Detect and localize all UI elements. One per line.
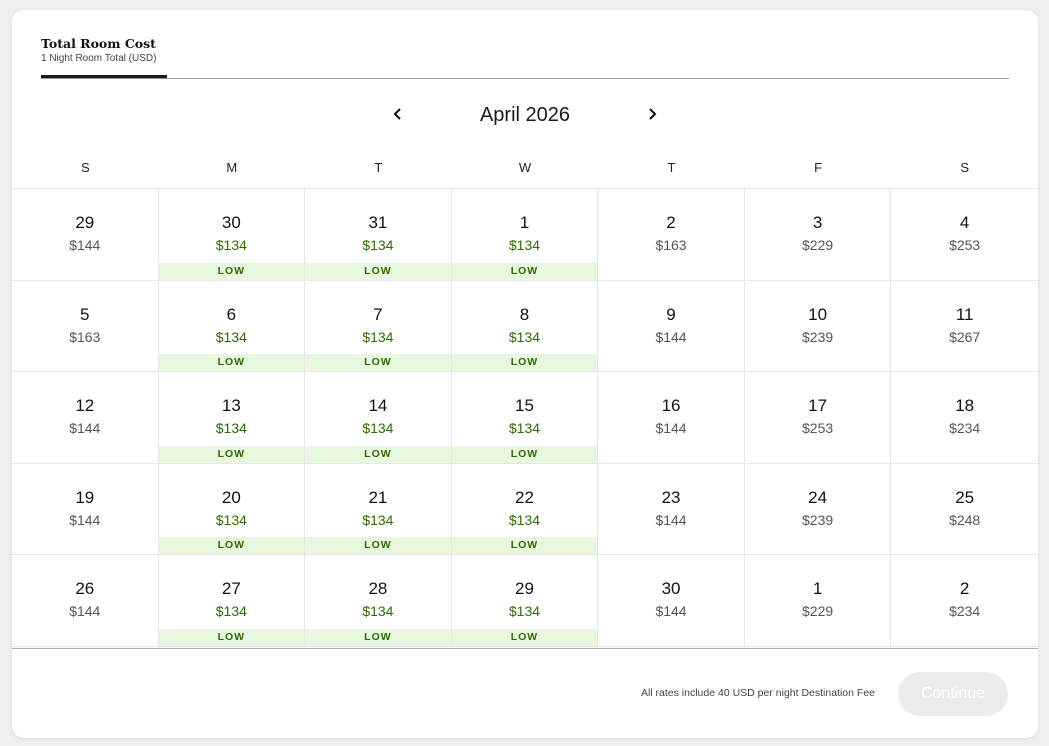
day-price: $253	[949, 237, 981, 253]
calendar-day-cell[interactable]	[452, 555, 599, 646]
low-price-badge: LOW	[452, 446, 598, 463]
day-number: 3	[812, 213, 823, 232]
day-number: 8	[519, 304, 530, 324]
day-number: 19	[75, 487, 95, 507]
tab-bar	[41, 36, 1009, 79]
calendar-day-cell[interactable]	[159, 555, 306, 646]
calendar-week-row	[12, 464, 1038, 556]
calendar-day-cell[interactable]	[598, 189, 745, 280]
day-number: 28	[368, 579, 388, 599]
next-month-button[interactable]	[640, 102, 664, 126]
day-number: 7	[373, 304, 383, 324]
low-price-badge: LOW	[159, 263, 305, 280]
month-label: April 2026	[479, 104, 571, 126]
day-price: $144	[655, 328, 687, 345]
day-number: 22	[515, 487, 534, 507]
day-price: $134	[362, 420, 394, 437]
calendar-day-cell[interactable]	[891, 189, 1038, 280]
day-price: $134	[362, 603, 394, 620]
weekday-label: M	[226, 160, 238, 175]
day-price: $134	[215, 328, 247, 345]
day-number: 26	[75, 579, 95, 599]
day-price: $163	[655, 237, 687, 253]
day-price: $134	[362, 511, 394, 528]
day-price: $134	[215, 603, 247, 620]
weekday-label: F	[814, 160, 823, 175]
calendar-day-cell[interactable]	[12, 189, 159, 280]
weekday-label: T	[667, 160, 676, 175]
calendar-day-cell[interactable]	[159, 372, 306, 463]
day-price: $134	[508, 603, 541, 620]
chevron-left-icon	[392, 107, 404, 121]
calendar-day-cell[interactable]	[305, 464, 452, 555]
day-number: 2	[959, 579, 970, 599]
calendar-day-cell[interactable]	[598, 372, 745, 463]
calendar-day-cell[interactable]	[452, 372, 599, 463]
weekday-label: T	[374, 160, 383, 175]
room-cost-calendar-modal	[12, 10, 1038, 738]
calendar-day-cell[interactable]	[598, 281, 745, 372]
calendar-day-cell[interactable]	[452, 464, 599, 555]
low-price-badge: LOW	[159, 537, 305, 554]
calendar-day-cell[interactable]	[745, 281, 892, 372]
low-price-badge: LOW	[305, 537, 451, 554]
calendar-week-row	[12, 555, 1038, 647]
tab-subtitle: 1 Night Room Total (USD)	[41, 53, 157, 64]
low-price-badge: LOW	[452, 629, 598, 646]
day-number: 27	[221, 579, 241, 599]
calendar-day-cell[interactable]	[12, 555, 159, 646]
low-price-badge: LOW	[159, 629, 305, 646]
calendar-day-cell[interactable]	[891, 555, 1038, 646]
low-price-badge: LOW	[305, 629, 451, 646]
day-price: $144	[655, 420, 687, 437]
calendar-day-cell[interactable]	[12, 372, 159, 463]
day-price: $239	[802, 511, 834, 528]
day-number: 12	[75, 396, 95, 416]
day-price: $144	[69, 420, 101, 437]
day-price: $163	[69, 328, 101, 345]
tab-total-room-cost[interactable]	[41, 36, 167, 78]
weekday-label: S	[80, 160, 90, 175]
low-price-badge: LOW	[452, 263, 598, 280]
day-price: $134	[215, 420, 247, 437]
day-price: $134	[215, 511, 247, 528]
day-number: 17	[808, 396, 828, 416]
calendar-day-cell[interactable]	[891, 281, 1038, 372]
day-number: 4	[959, 213, 970, 232]
footer	[12, 648, 1038, 738]
calendar-day-cell[interactable]	[598, 464, 745, 555]
day-number: 29	[515, 579, 534, 599]
calendar-day-cell[interactable]	[305, 281, 452, 372]
day-number: 1	[812, 579, 823, 599]
low-price-badge: LOW	[305, 446, 451, 463]
calendar-day-cell[interactable]	[598, 555, 745, 646]
day-price: $144	[655, 511, 687, 528]
day-price: $234	[949, 420, 981, 437]
month-navigation	[12, 100, 1038, 134]
tab-title: Total Room Cost	[41, 36, 156, 51]
day-price: $248	[949, 511, 981, 528]
calendar-day-cell[interactable]	[12, 464, 159, 555]
day-number: 14	[368, 396, 388, 416]
day-price: $144	[69, 511, 101, 528]
day-number: 1	[519, 213, 530, 232]
day-number: 30	[661, 579, 681, 599]
day-number: 23	[661, 487, 681, 507]
destination-fee-note: All rates include 40 USD per night Destination Fee	[640, 687, 875, 699]
day-price: $229	[802, 237, 834, 253]
calendar-day-cell[interactable]	[305, 555, 452, 646]
day-number: 24	[808, 487, 828, 507]
day-price: $134	[362, 237, 394, 253]
low-price-badge: LOW	[305, 263, 451, 280]
day-price: $229	[802, 603, 834, 620]
day-number: 10	[808, 304, 828, 324]
day-number: 6	[226, 304, 237, 324]
weekday-label: W	[518, 160, 532, 175]
low-price-badge: LOW	[452, 354, 598, 371]
day-price: $134	[215, 237, 247, 253]
calendar-week-row	[12, 189, 1038, 281]
calendar-day-cell[interactable]	[745, 464, 892, 555]
calendar-day-cell[interactable]	[159, 281, 306, 372]
day-price: $253	[802, 420, 834, 437]
calendar-day-cell[interactable]	[12, 281, 159, 372]
chevron-right-icon	[646, 107, 658, 121]
day-price: $234	[949, 603, 981, 620]
weekday-label: S	[960, 160, 969, 175]
calendar-day-cell[interactable]	[745, 189, 892, 280]
day-price: $134	[362, 328, 394, 345]
day-number: 9	[666, 304, 676, 324]
calendar-day-cell[interactable]	[452, 281, 599, 372]
day-price: $134	[508, 511, 541, 528]
day-number: 11	[955, 304, 974, 324]
calendar-day-cell[interactable]	[305, 189, 452, 280]
calendar-day-cell[interactable]	[159, 189, 306, 280]
low-price-badge: LOW	[159, 354, 305, 371]
calendar-day-cell[interactable]	[159, 464, 306, 555]
day-price: $144	[69, 237, 101, 253]
day-number: 29	[75, 213, 95, 232]
weekday-header	[12, 160, 1038, 180]
calendar-grid	[12, 188, 1038, 647]
day-price: $239	[802, 328, 834, 345]
calendar-day-cell[interactable]	[891, 372, 1038, 463]
day-price: $134	[508, 420, 541, 437]
day-number: 21	[368, 487, 388, 507]
day-number: 15	[515, 396, 534, 416]
previous-month-button[interactable]	[386, 102, 410, 126]
continue-button[interactable]: Continue	[898, 672, 1008, 716]
day-number: 18	[955, 396, 975, 416]
calendar-week-row	[12, 372, 1038, 464]
day-price: $134	[508, 328, 541, 345]
day-number: 13	[221, 396, 241, 416]
calendar-day-cell[interactable]	[452, 189, 599, 280]
day-number: 2	[666, 213, 676, 232]
day-number: 30	[221, 213, 241, 232]
calendar-day-cell[interactable]	[305, 372, 452, 463]
day-number: 16	[661, 396, 681, 416]
day-price: $267	[949, 328, 981, 345]
low-price-badge: LOW	[305, 354, 451, 371]
day-number: 25	[955, 487, 975, 507]
day-price: $144	[655, 603, 687, 620]
calendar-day-cell[interactable]	[745, 372, 892, 463]
day-number: 20	[221, 487, 241, 507]
day-price: $144	[69, 603, 101, 620]
day-price: $134	[508, 237, 541, 253]
calendar-day-cell[interactable]	[745, 555, 892, 646]
low-price-badge: LOW	[452, 537, 598, 554]
day-number: 31	[368, 213, 388, 232]
calendar-day-cell[interactable]	[891, 464, 1038, 555]
day-number: 5	[80, 304, 90, 324]
low-price-badge: LOW	[159, 446, 305, 463]
calendar-week-row	[12, 281, 1038, 373]
